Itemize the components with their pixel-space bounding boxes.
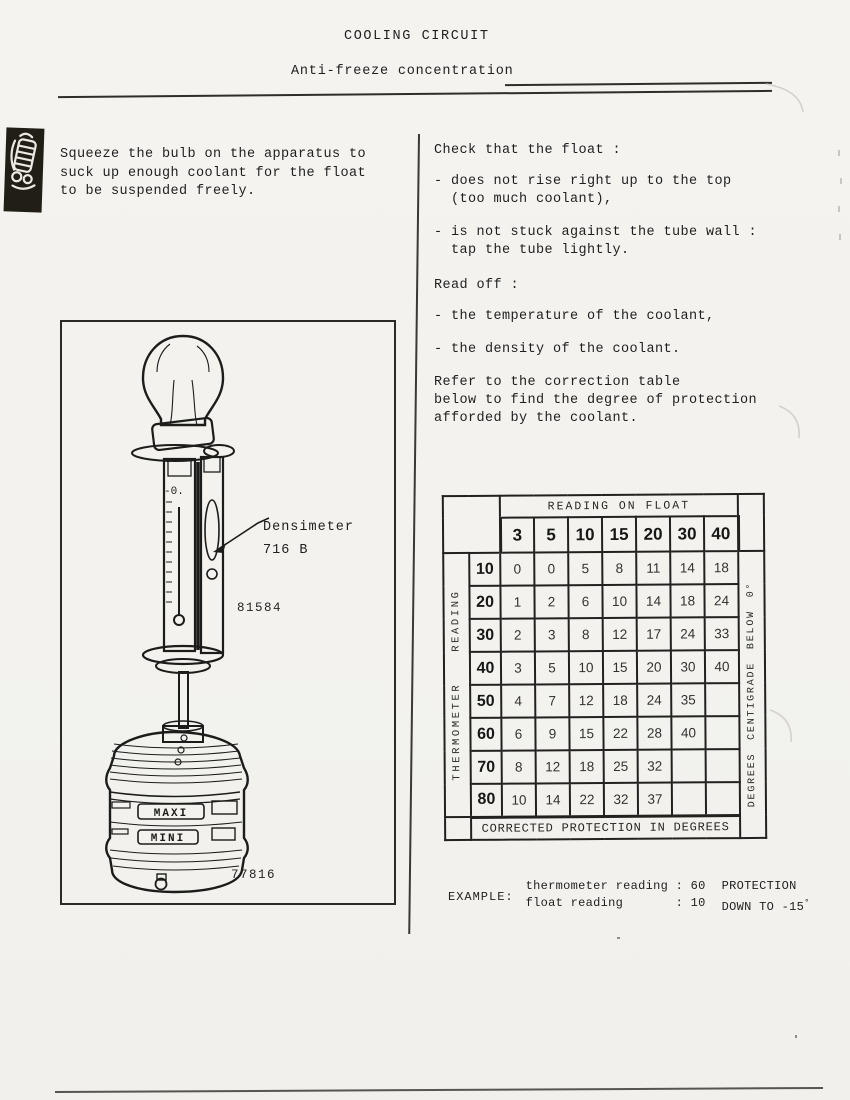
table-row xyxy=(444,716,765,751)
table-cell: 28 xyxy=(637,717,671,750)
example-protection-value: DOWN TO -15° xyxy=(721,898,810,914)
column-header: 40 xyxy=(704,516,738,551)
table-row xyxy=(445,782,766,817)
apparatus-icon-drawing xyxy=(4,127,45,212)
table-cell: 40 xyxy=(705,650,739,683)
check-item-line: - is not stuck against the tube wall : xyxy=(434,225,758,240)
table-cell: 3 xyxy=(501,651,535,684)
table-cell: 8 xyxy=(569,618,603,651)
row-header: 30 xyxy=(470,619,501,652)
table-cell: 24 xyxy=(637,684,671,717)
row-header: 80 xyxy=(471,784,502,817)
table-cell: 30 xyxy=(671,650,705,683)
table-cell: 6 xyxy=(568,585,602,618)
table-right-axis xyxy=(738,551,766,838)
scan-artifact xyxy=(617,937,620,939)
column-header: 3 xyxy=(500,517,534,552)
column-header: 15 xyxy=(602,517,636,552)
column-header: 10 xyxy=(568,517,602,552)
table-cell: 24 xyxy=(704,584,738,617)
densimeter-drawing xyxy=(62,322,393,900)
intro-line: Squeeze the bulb on the apparatus to xyxy=(60,147,367,162)
table-cell: 17 xyxy=(637,618,671,651)
table-cell: 18 xyxy=(570,750,604,783)
read-heading: Read off : xyxy=(434,278,520,293)
table-cell: 8 xyxy=(602,552,636,585)
row-header: 70 xyxy=(471,751,502,784)
refer-line: below to find the degree of protection xyxy=(434,393,758,408)
check-item-line: tap the tube lightly. xyxy=(434,243,630,258)
table-cell: 18 xyxy=(670,584,704,617)
table-cell xyxy=(706,782,740,815)
subtitle-rule xyxy=(505,82,772,86)
table-cell: 37 xyxy=(638,783,672,816)
table-cell: 6 xyxy=(501,717,535,750)
row-header: 20 xyxy=(469,586,500,619)
table-cell xyxy=(672,749,706,782)
page-subtitle: Anti-freeze concentration xyxy=(291,64,514,79)
table-row xyxy=(443,551,764,586)
table-cell: 20 xyxy=(637,651,671,684)
table-cell: 12 xyxy=(603,618,637,651)
column-header: 20 xyxy=(636,517,670,552)
example-float-reading: float reading : 10 xyxy=(525,896,706,910)
table-cell: 33 xyxy=(705,617,739,650)
right-axis-label: DEGREES CENTIGRADE BELOW 0° xyxy=(745,581,759,808)
row-header: 60 xyxy=(470,718,501,751)
table-cell: 3 xyxy=(535,618,569,651)
table-left-axis xyxy=(443,553,471,817)
check-item-line: (too much coolant), xyxy=(434,192,613,207)
table-cell xyxy=(705,683,739,716)
figure-ref-lower: 77816 xyxy=(231,868,277,882)
table-row xyxy=(444,650,765,685)
intro-line: suck up enough coolant for the float xyxy=(60,165,367,181)
table-cell: 22 xyxy=(570,783,604,816)
refer-line: afforded by the coolant. xyxy=(434,411,639,426)
table-cell xyxy=(706,749,740,782)
table-cell: 0 xyxy=(534,552,568,585)
row-header: 50 xyxy=(470,685,501,718)
figure-ref-upper: 81584 xyxy=(237,601,283,615)
column-divider xyxy=(408,134,420,934)
table-cell: 14 xyxy=(670,551,704,584)
table-cell: 8 xyxy=(502,750,536,783)
column-header: 30 xyxy=(670,516,704,551)
densimeter-label xyxy=(263,516,354,562)
table-cell: 35 xyxy=(671,683,705,716)
table-cell xyxy=(705,716,739,749)
check-item-line: - does not rise right up to the top xyxy=(434,174,732,189)
tank-mini-label: MINI xyxy=(150,833,186,845)
read-item: - the temperature of the coolant, xyxy=(434,309,715,324)
densimeter-label-line2: 716 B xyxy=(263,543,309,558)
column-header: 5 xyxy=(534,517,568,552)
tank-maxi-label: MAXI xyxy=(153,808,189,820)
row-header: 10 xyxy=(469,553,500,586)
example-label: EXAMPLE: xyxy=(448,890,514,904)
table-cell: 14 xyxy=(536,783,570,816)
page-title: COOLING CIRCUIT xyxy=(344,29,490,44)
apparatus-icon xyxy=(4,127,45,212)
table-cell: 10 xyxy=(502,783,536,816)
table-cell: 2 xyxy=(534,585,568,618)
float-scale-mark: -0. xyxy=(164,486,184,498)
table-cell: 0 xyxy=(500,552,534,585)
check-heading: Check that the float : xyxy=(434,143,622,158)
table-cell: 5 xyxy=(535,651,569,684)
table-cell xyxy=(672,782,706,815)
table-cell: 10 xyxy=(602,585,636,618)
densimeter-label-line1: Densimeter xyxy=(263,520,355,535)
table-cell: 15 xyxy=(603,651,637,684)
table-cell: 9 xyxy=(535,717,569,750)
table-cell: 22 xyxy=(603,717,637,750)
figure-box xyxy=(60,320,396,905)
table-footer: CORRECTED PROTECTION IN DEGREES xyxy=(471,815,740,840)
example-block xyxy=(448,878,810,916)
table-cell: 4 xyxy=(501,684,535,717)
scan-artifact xyxy=(839,234,841,240)
example-protection-label: PROTECTION xyxy=(721,879,797,893)
table-row xyxy=(445,749,766,784)
instructions-column xyxy=(434,142,784,428)
scan-artifact xyxy=(838,206,840,212)
table-cell: 14 xyxy=(636,585,670,618)
read-item: - the density of the coolant. xyxy=(434,342,681,357)
example-line xyxy=(526,878,810,895)
table-cell: 25 xyxy=(604,750,638,783)
table-cell: 1 xyxy=(500,585,534,618)
scan-artifact xyxy=(838,150,840,156)
table-cell: 11 xyxy=(636,552,670,585)
example-line xyxy=(526,895,810,916)
table-row xyxy=(444,617,765,652)
table-cell: 12 xyxy=(536,750,570,783)
table-cell: 12 xyxy=(569,684,603,717)
left-axis-label: THERMOMETER READING xyxy=(450,589,464,781)
scan-artifact xyxy=(840,178,842,184)
correction-table-grid xyxy=(442,493,767,841)
table-cell: 5 xyxy=(568,552,602,585)
table-cell: 7 xyxy=(535,684,569,717)
degree-symbol: ° xyxy=(804,898,810,908)
table-cell: 32 xyxy=(604,783,638,816)
intro-paragraph xyxy=(60,146,366,202)
row-header: 40 xyxy=(470,652,501,685)
correction-table xyxy=(442,493,767,841)
table-cell: 2 xyxy=(501,618,535,651)
table-cell: 10 xyxy=(569,651,603,684)
table-cell: 40 xyxy=(671,716,705,749)
example-thermometer-reading: thermometer reading : 60 xyxy=(525,879,706,893)
table-header: READING ON FLOAT xyxy=(500,494,738,518)
refer-line: Refer to the correction table xyxy=(434,375,681,390)
table-row xyxy=(444,683,765,718)
header-rule xyxy=(58,90,772,98)
table-cell: 15 xyxy=(569,717,603,750)
footer-rule xyxy=(55,1087,823,1093)
table-cell: 24 xyxy=(671,617,705,650)
table-cell: 32 xyxy=(638,750,672,783)
table-cell: 18 xyxy=(704,551,738,584)
scan-artifact xyxy=(795,1035,797,1038)
table-row xyxy=(443,584,764,619)
table-cell: 18 xyxy=(603,684,637,717)
intro-line: to be suspended freely. xyxy=(60,184,256,199)
pointer-arrow xyxy=(213,518,269,553)
